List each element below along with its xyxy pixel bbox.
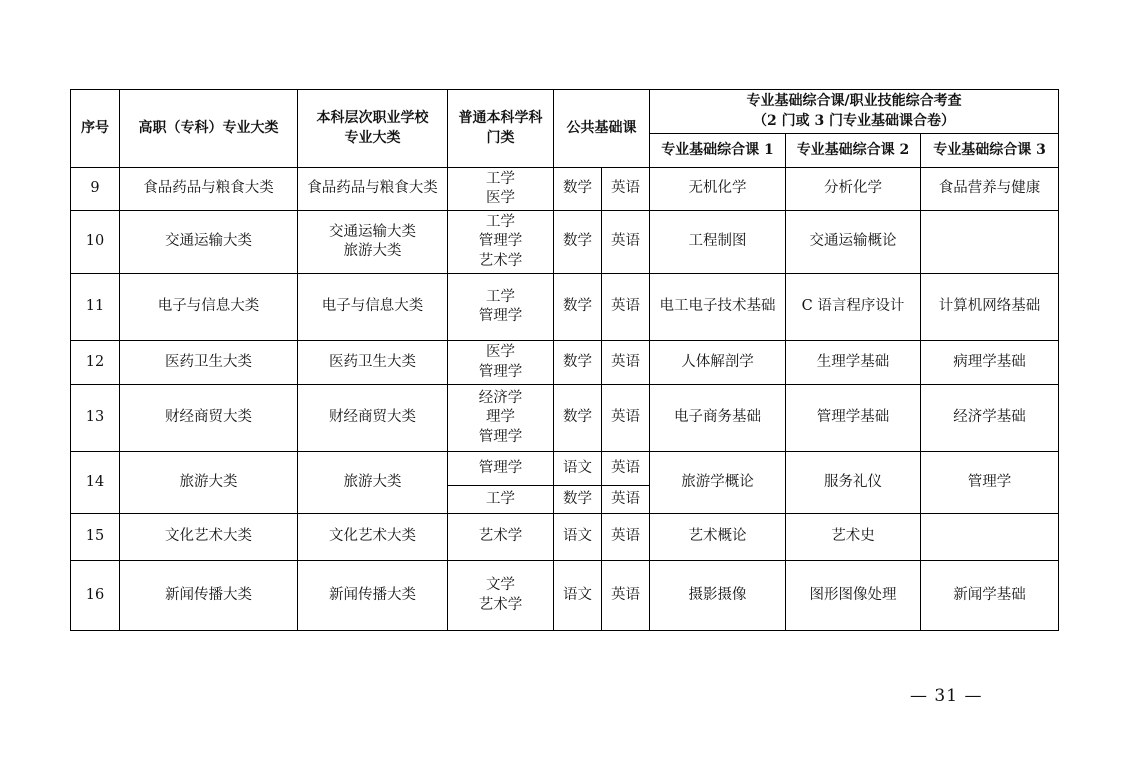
- hv-cell: 财经商贸大类: [120, 385, 298, 452]
- uv-cell: 新闻传播大类: [298, 561, 448, 631]
- public-course-1-cell: 数学: [554, 211, 602, 274]
- exam-subject-table: [70, 89, 1059, 631]
- seq-cell: 11: [71, 274, 120, 341]
- discipline-cell: 工学 管理学 艺术学: [448, 211, 554, 274]
- course-3-cell: 新闻学基础: [921, 561, 1059, 631]
- course-1-cell: 电子商务基础: [650, 385, 786, 452]
- header-course-3: 专业基础综合课 3: [921, 134, 1059, 168]
- table-row: [71, 561, 1059, 631]
- discipline-cell: 工学: [448, 486, 554, 514]
- uv-cell: 电子与信息大类: [298, 274, 448, 341]
- discipline-cell: 文学 艺术学: [448, 561, 554, 631]
- hv-cell: 旅游大类: [120, 452, 298, 514]
- course-1-cell: 无机化学: [650, 168, 786, 211]
- course-1-cell: 艺术概论: [650, 514, 786, 561]
- course-3-cell: 计算机网络基础: [921, 274, 1059, 341]
- public-course-1-cell: 数学: [554, 168, 602, 211]
- course-3-cell: [921, 514, 1059, 561]
- header-undergrad-vocational: 本科层次职业学校 专业大类: [298, 90, 448, 168]
- discipline-cell: 艺术学: [448, 514, 554, 561]
- public-course-1-cell: 语文: [554, 452, 602, 486]
- header-course-1: 专业基础综合课 1: [650, 134, 786, 168]
- seq-cell: 14: [71, 452, 120, 514]
- public-course-1-cell: 数学: [554, 486, 602, 514]
- course-3-cell: 病理学基础: [921, 341, 1059, 385]
- table-row: [71, 385, 1059, 452]
- course-1-cell: 工程制图: [650, 211, 786, 274]
- header-higher-vocational: 高职（专科）专业大类: [120, 90, 298, 168]
- hv-cell: 电子与信息大类: [120, 274, 298, 341]
- public-course-1-cell: 语文: [554, 514, 602, 561]
- discipline-cell: 经济学 理学 管理学: [448, 385, 554, 452]
- course-3-cell: [921, 211, 1059, 274]
- header-general-discipline: 普通本科学科 门类: [448, 90, 554, 168]
- table-row: [71, 168, 1059, 211]
- course-2-cell: 管理学基础: [786, 385, 921, 452]
- header-professional-exam: 专业基础综合课/职业技能综合考查 （2 门或 3 门专业基础课合卷）: [650, 90, 1059, 134]
- public-course-2-cell: 英语: [602, 341, 650, 385]
- course-2-cell: 分析化学: [786, 168, 921, 211]
- public-course-2-cell: 英语: [602, 514, 650, 561]
- uv-cell: 食品药品与粮食大类: [298, 168, 448, 211]
- course-1-cell: 电工电子技术基础: [650, 274, 786, 341]
- uv-cell: 文化艺术大类: [298, 514, 448, 561]
- course-2-cell: 图形图像处理: [786, 561, 921, 631]
- hv-cell: 食品药品与粮食大类: [120, 168, 298, 211]
- seq-cell: 16: [71, 561, 120, 631]
- course-2-cell: C 语言程序设计: [786, 274, 921, 341]
- course-3-cell: 经济学基础: [921, 385, 1059, 452]
- public-course-1-cell: 数学: [554, 274, 602, 341]
- course-3-cell: 管理学: [921, 452, 1059, 514]
- public-course-1-cell: 语文: [554, 561, 602, 631]
- hv-cell: 医药卫生大类: [120, 341, 298, 385]
- hv-cell: 新闻传播大类: [120, 561, 298, 631]
- public-course-2-cell: 英语: [602, 452, 650, 486]
- course-2-cell: 服务礼仪: [786, 452, 921, 514]
- public-course-2-cell: 英语: [602, 385, 650, 452]
- uv-cell: 旅游大类: [298, 452, 448, 514]
- table-row: [71, 341, 1059, 385]
- discipline-cell: 管理学: [448, 452, 554, 486]
- public-course-2-cell: 英语: [602, 211, 650, 274]
- seq-cell: 10: [71, 211, 120, 274]
- public-course-1-cell: 数学: [554, 385, 602, 452]
- seq-cell: 9: [71, 168, 120, 211]
- table-row: [71, 452, 1059, 486]
- discipline-cell: 医学 管理学: [448, 341, 554, 385]
- public-course-2-cell: 英语: [602, 486, 650, 514]
- hv-cell: 文化艺术大类: [120, 514, 298, 561]
- course-2-cell: 交通运输概论: [786, 211, 921, 274]
- public-course-2-cell: 英语: [602, 168, 650, 211]
- public-course-2-cell: 英语: [602, 274, 650, 341]
- table-row: [71, 274, 1059, 341]
- uv-cell: 交通运输大类 旅游大类: [298, 211, 448, 274]
- seq-cell: 12: [71, 341, 120, 385]
- discipline-cell: 工学 管理学: [448, 274, 554, 341]
- course-2-cell: 艺术史: [786, 514, 921, 561]
- course-1-cell: 摄影摄像: [650, 561, 786, 631]
- page-number: — 31 —: [910, 686, 983, 706]
- header-public-courses: 公共基础课: [554, 90, 650, 168]
- table-row: [71, 514, 1059, 561]
- course-1-cell: 人体解剖学: [650, 341, 786, 385]
- hv-cell: 交通运输大类: [120, 211, 298, 274]
- seq-cell: 15: [71, 514, 120, 561]
- uv-cell: 财经商贸大类: [298, 385, 448, 452]
- course-2-cell: 生理学基础: [786, 341, 921, 385]
- header-seq: 序号: [71, 90, 120, 168]
- course-3-cell: 食品营养与健康: [921, 168, 1059, 211]
- table-row: [71, 211, 1059, 274]
- header-course-2: 专业基础综合课 2: [786, 134, 921, 168]
- course-1-cell: 旅游学概论: [650, 452, 786, 514]
- seq-cell: 13: [71, 385, 120, 452]
- uv-cell: 医药卫生大类: [298, 341, 448, 385]
- public-course-1-cell: 数学: [554, 341, 602, 385]
- discipline-cell: 工学 医学: [448, 168, 554, 211]
- public-course-2-cell: 英语: [602, 561, 650, 631]
